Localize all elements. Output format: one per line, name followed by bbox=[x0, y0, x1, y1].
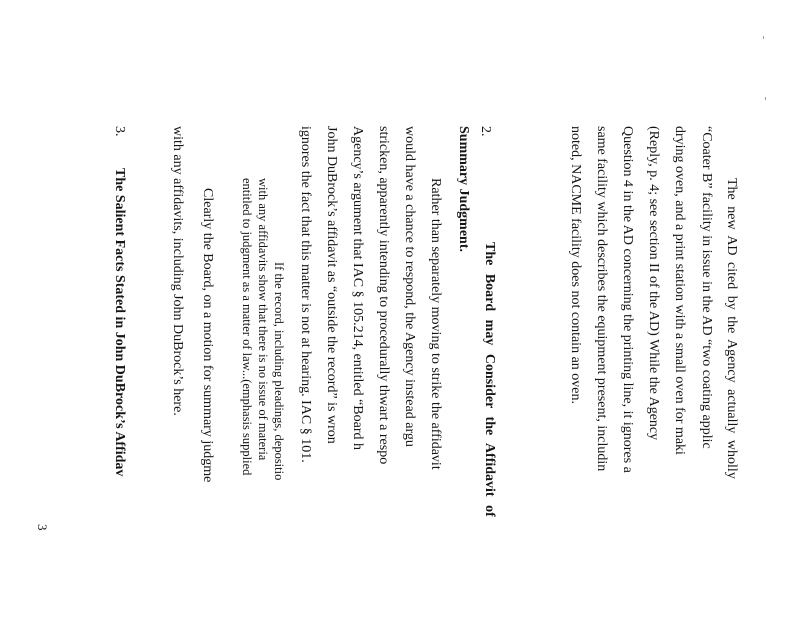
body-line: drying oven, and a print station with a small oven for maki bbox=[672, 126, 687, 455]
quote-line: with any affidavits show that there is no issue of materia bbox=[256, 178, 270, 461]
body-line: John DuBrock’s affidavit as “outside the record” is wron bbox=[324, 126, 339, 444]
scan-speck bbox=[763, 36, 764, 39]
body-line: Rather than separately moving to strike the affidavit bbox=[428, 178, 443, 470]
body-line: ignores the fact that this matter is not at hearing. IAC § 101. bbox=[298, 126, 313, 463]
body-line: Clearly the Board, on a motion for summary judgme bbox=[200, 188, 215, 483]
body-line: stricken, apparently intending to procedurally thwart a respo bbox=[376, 126, 391, 465]
body-line: Question 4 in the AD concerning the printing line, it ignores a bbox=[620, 126, 635, 473]
section-number: 3. bbox=[112, 126, 127, 137]
body-line: Agency’s argument that IAC § 105.214, entitled “Board h bbox=[350, 126, 365, 451]
quote-line: entitled to judgment as a matter of law...(emphasis supplied bbox=[240, 178, 254, 476]
quote-line: If the record, including pleadings, depositio bbox=[272, 262, 286, 481]
section-heading: The Board may Consider the Affidavit of bbox=[482, 242, 497, 517]
body-line: noted, NACME facility does not contain an oven. bbox=[568, 126, 583, 404]
body-line: with any affidavits, including John DuBrock’s here. bbox=[170, 126, 185, 416]
section-number: 2. bbox=[478, 126, 493, 137]
page-number: 3 bbox=[35, 524, 50, 531]
body-line: same facility which describes the equipment present, includin bbox=[594, 126, 609, 472]
body-line: “Coater B” facility in issue in the AD “two coating applic bbox=[699, 126, 714, 449]
body-line: would have a chance to respond, the Agency instead argu bbox=[402, 126, 417, 447]
scan-speck bbox=[765, 97, 766, 100]
body-line: The new AD cited by the Agency actually wholly bbox=[724, 178, 739, 479]
section-heading: Summary Judgment. bbox=[456, 126, 471, 253]
section-heading: The Salient Facts Stated in John DuBrock’s Affidav bbox=[112, 168, 127, 477]
body-line: (Reply, p. 4; see section II of the AD) While the Agency bbox=[646, 126, 661, 441]
